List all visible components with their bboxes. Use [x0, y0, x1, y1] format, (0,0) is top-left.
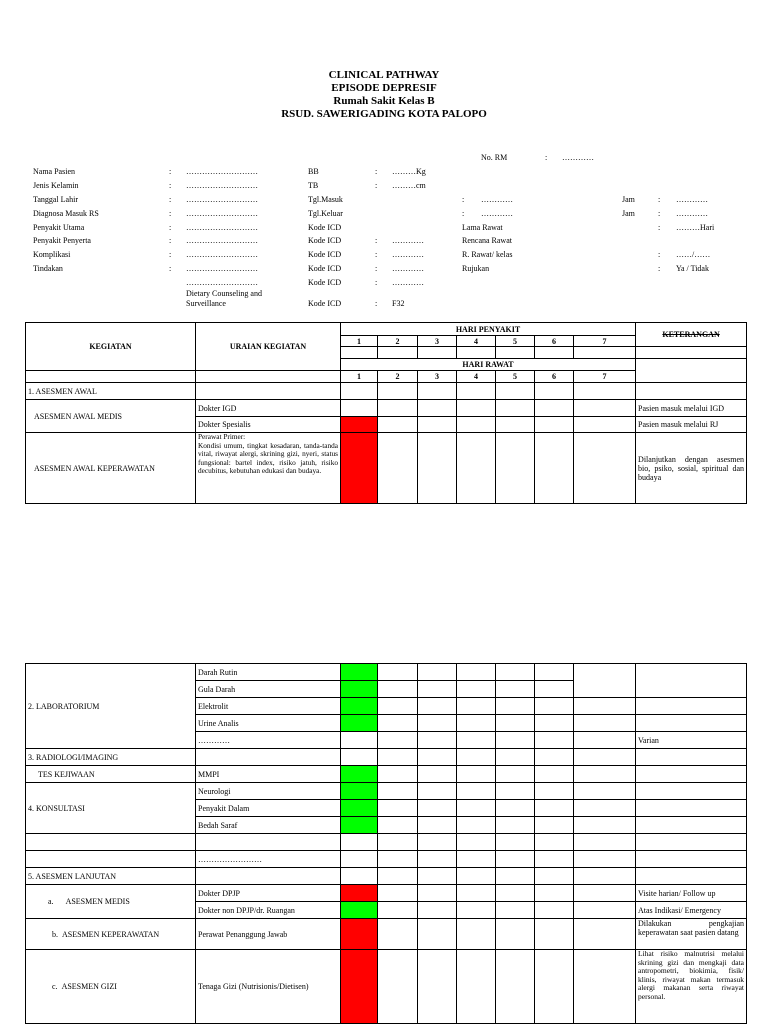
day-cell[interactable]: [457, 902, 496, 919]
colon: :: [658, 223, 661, 232]
header-kegiatan: KEGIATAN: [26, 323, 196, 371]
uraian-mmpi: MMPI: [196, 766, 341, 783]
colon: :: [169, 236, 172, 245]
day-cell[interactable]: [496, 681, 535, 698]
day-cell[interactable]: [496, 664, 535, 681]
day-cell[interactable]: [378, 400, 418, 417]
colon: :: [169, 167, 172, 176]
label-kode-icd: Kode ICD: [308, 264, 342, 273]
day-cell[interactable]: [418, 732, 457, 749]
uraian-dokter-spesialis: Dokter Spesialis: [196, 417, 341, 433]
day-cell[interactable]: [574, 783, 636, 800]
keterangan-indikasi: Atas Indikasi/ Emergency: [636, 902, 747, 919]
day-cell[interactable]: [574, 766, 636, 783]
day-cell[interactable]: [378, 715, 418, 732]
colon: :: [375, 278, 378, 287]
day-cell[interactable]: [535, 766, 574, 783]
day-cell[interactable]: [457, 817, 496, 834]
day-cell[interactable]: [418, 766, 457, 783]
cell: [457, 347, 496, 359]
cell: [378, 347, 418, 359]
label-lama-rawat: Lama Rawat: [462, 223, 503, 232]
keterangan-cell: [636, 800, 747, 817]
day-1: 1: [341, 336, 378, 347]
field-kode-icd[interactable]: …………: [392, 264, 424, 273]
day-cell[interactable]: [457, 732, 496, 749]
day-cell[interactable]: [574, 902, 636, 919]
day-cell[interactable]: [535, 715, 574, 732]
day-cell[interactable]: [535, 817, 574, 834]
keterangan-cell: [636, 715, 747, 732]
header-hari-penyakit: HARI PENYAKIT: [341, 323, 636, 336]
day-cell[interactable]: [496, 433, 535, 504]
label-rencana-rawat: Rencana Rawat: [462, 236, 512, 245]
day-cell[interactable]: [457, 783, 496, 800]
perawat-primer-label: Perawat Primer:: [198, 432, 246, 441]
label-diagnosa-masuk: Diagnosa Masuk RS: [33, 209, 99, 218]
field-jam-masuk[interactable]: …………: [676, 195, 708, 204]
day-cell[interactable]: [378, 681, 418, 698]
day-cell-marked-red[interactable]: [341, 433, 378, 504]
day-cell[interactable]: [457, 766, 496, 783]
day-cell[interactable]: [341, 400, 378, 417]
field-jenis-kelamin[interactable]: ………………………: [186, 181, 258, 190]
day-cell[interactable]: [457, 885, 496, 902]
label-kode-icd: Kode ICD: [308, 250, 342, 259]
day-cell-marked-green[interactable]: [341, 664, 378, 681]
pathway-table-2: [25, 663, 747, 1024]
day-cell[interactable]: [574, 919, 636, 950]
asesmen-medis: [26, 885, 196, 919]
label-jam: Jam: [622, 195, 635, 204]
cell: [496, 347, 535, 359]
day-cell[interactable]: [457, 433, 496, 504]
label-kode-icd: Kode ICD: [308, 299, 342, 308]
field-tb[interactable]: ………cm: [392, 181, 426, 190]
day-cell[interactable]: [535, 783, 574, 800]
keterangan-cell: [636, 766, 747, 783]
no-rm-label: No. RM: [481, 153, 508, 162]
section-asesmen-awal: 1. ASESMEN AWAL: [26, 383, 196, 400]
day-cell[interactable]: [496, 732, 535, 749]
keterangan-cell: [636, 664, 747, 698]
day-cell[interactable]: [418, 417, 457, 433]
label-penyakit-penyerta: Penyakit Penyerta: [33, 236, 91, 245]
day-cell-marked-green[interactable]: [341, 681, 378, 698]
label-kode-icd: Kode ICD: [308, 236, 342, 245]
label-tanggal-lahir: Tanggal Lahir: [33, 195, 78, 204]
uraian-darah-rutin: Darah Rutin: [196, 664, 341, 681]
keterangan-cell: [636, 783, 747, 800]
day-cell[interactable]: [418, 681, 457, 698]
colon: :: [169, 209, 172, 218]
item-letter-b: b.: [52, 929, 58, 939]
asesmen-medis-label: ASESMEN MEDIS: [65, 897, 130, 906]
day-cell[interactable]: [496, 783, 535, 800]
uraian-urine-analis: Urine Analis: [196, 715, 341, 732]
label-tindakan: Tindakan: [33, 264, 63, 273]
day-cell[interactable]: [496, 417, 535, 433]
uraian-lab-lainnya: …………: [196, 732, 341, 749]
day-cell[interactable]: [535, 400, 574, 417]
keterangan-keperawatan: Dilanjutkan dengan asesmen bio, psiko, sosial, spiritual dan budaya: [636, 433, 747, 504]
cell: [636, 359, 747, 383]
asesmen-keperawatan: [26, 919, 196, 950]
uraian-tenaga-gizi: Tenaga Gizi (Nutrisionis/Dietisen): [196, 950, 341, 1024]
day-cell[interactable]: [574, 732, 636, 749]
uraian-bedah-saraf: Bedah Saraf: [196, 817, 341, 834]
day-cell[interactable]: [535, 950, 574, 1024]
day-cell[interactable]: [496, 950, 535, 1024]
day-cell[interactable]: [418, 715, 457, 732]
cell: [26, 371, 196, 383]
colon: :: [169, 223, 172, 232]
day-cell[interactable]: [535, 417, 574, 433]
day-cell[interactable]: [496, 698, 535, 715]
day-cell[interactable]: [378, 433, 418, 504]
day-cell[interactable]: [535, 698, 574, 715]
cell: [535, 347, 574, 359]
label-komplikasi: Komplikasi: [33, 250, 71, 259]
day-cell[interactable]: [535, 902, 574, 919]
day-cell[interactable]: [418, 800, 457, 817]
uraian-dokter-dpjp: Dokter DPJP: [196, 885, 341, 902]
day-cell[interactable]: [535, 800, 574, 817]
colon: :: [658, 209, 661, 218]
day-cell[interactable]: [496, 817, 535, 834]
day-cell[interactable]: [535, 664, 574, 681]
day-2: 2: [378, 371, 418, 383]
field-komplikasi[interactable]: ………………………: [186, 250, 258, 259]
label-tb: TB: [308, 181, 319, 190]
uraian-dokter-non-dpjp: Dokter non DPJP/dr. Ruangan: [196, 902, 341, 919]
cell: [636, 347, 747, 359]
day-cell-marked-green[interactable]: [341, 766, 378, 783]
uraian-perawat-pj: Perawat Penanggung Jawab: [196, 919, 341, 950]
day-2: 2: [378, 336, 418, 347]
dietary-line-2: Surveillance: [186, 299, 226, 308]
colon: :: [375, 250, 378, 259]
colon: :: [375, 236, 378, 245]
day-cell[interactable]: [378, 885, 418, 902]
day-4: 4: [457, 371, 496, 383]
day-cell-marked-green[interactable]: [341, 698, 378, 715]
day-cell[interactable]: [535, 732, 574, 749]
uraian-konsultasi-lainnya: ……………………: [196, 851, 341, 868]
day-cell[interactable]: [574, 885, 636, 902]
day-cell[interactable]: [418, 783, 457, 800]
keterangan-cell: [636, 698, 747, 715]
colon: :: [169, 264, 172, 273]
title-episode: EPISODE DEPRESIF: [331, 82, 437, 94]
day-5: 5: [496, 371, 535, 383]
day-cell[interactable]: [496, 800, 535, 817]
day-cell[interactable]: [574, 664, 636, 698]
day-cell[interactable]: [378, 800, 418, 817]
field-rujukan[interactable]: Ya / Tidak: [676, 264, 709, 273]
field-tindakan[interactable]: ………………………: [186, 264, 258, 273]
day-cell[interactable]: [378, 919, 418, 950]
pathway-table-1: [25, 322, 747, 504]
field-penyakit-utama[interactable]: ………………………: [186, 223, 258, 232]
day-cell[interactable]: [496, 885, 535, 902]
perawat-primer-detail: Kondisi umum, tingkat kesadaran, tanda-tanda vital, riwayat alergi, skrining gizi, nyeri, status fungsional: bartel index, risiko jatuh, risiko decubitus, kebutuhan edukasi dan budaya.: [198, 440, 338, 475]
field-diagnosa-masuk[interactable]: ………………………: [186, 209, 258, 218]
day-cell[interactable]: [574, 950, 636, 1024]
label-jenis-kelamin: Jenis Kelamin: [33, 181, 79, 190]
keterangan-varian: Varian: [636, 732, 747, 749]
title-hospital-name: RSUD. SAWERIGADING KOTA PALOPO: [281, 108, 487, 120]
day-cell[interactable]: [418, 664, 457, 681]
label-penyakit-utama: Penyakit Utama: [33, 223, 85, 232]
day-6: 6: [535, 371, 574, 383]
uraian-neurologi: Neurologi: [196, 783, 341, 800]
day-cell[interactable]: [535, 433, 574, 504]
label-tgl-masuk: Tgl.Masuk: [308, 195, 343, 204]
item-letter-a: a.: [48, 897, 54, 906]
asesmen-awal-keperawatan: ASESMEN AWAL KEPERAWATAN: [26, 433, 196, 504]
day-cell-marked-green[interactable]: [341, 817, 378, 834]
field-tgl-masuk[interactable]: …………: [481, 195, 513, 204]
day-cell[interactable]: [457, 664, 496, 681]
colon: :: [169, 181, 172, 190]
day-7: 7: [574, 336, 636, 347]
keterangan-cell: [636, 817, 747, 834]
asesmen-keperawatan-label: ASESMEN KEPERAWATAN: [62, 929, 160, 939]
day-cell[interactable]: [496, 715, 535, 732]
day-cell[interactable]: [574, 417, 636, 433]
day-cell[interactable]: [574, 715, 636, 732]
day-cell[interactable]: [378, 664, 418, 681]
colon: :: [658, 195, 661, 204]
asesmen-gizi: [26, 950, 196, 1024]
colon: :: [375, 181, 378, 190]
cell: [196, 383, 341, 400]
label-nama-pasien: Nama Pasien: [33, 167, 75, 176]
day-cell[interactable]: [418, 433, 457, 504]
day-cell[interactable]: [378, 902, 418, 919]
section-radiologi: 3. RADIOLOGI/IMAGING: [26, 749, 196, 766]
cell: [341, 347, 378, 359]
day-cell[interactable]: [378, 732, 418, 749]
field-kode-icd[interactable]: …………: [392, 278, 424, 287]
colon: :: [169, 195, 172, 204]
section-konsultasi: 4. KONSULTASI: [26, 783, 196, 834]
day-cell[interactable]: [457, 400, 496, 417]
header-keterangan: KETERANGAN: [636, 323, 747, 347]
uraian-dokter-igd: Dokter IGD: [196, 400, 341, 417]
day-cell-marked-green[interactable]: [341, 715, 378, 732]
title-clinical-pathway: CLINICAL PATHWAY: [328, 69, 440, 81]
day-cell[interactable]: [378, 817, 418, 834]
day-cell[interactable]: [418, 885, 457, 902]
asesmen-awal-medis: ASESMEN AWAL MEDIS: [26, 400, 196, 433]
header-uraian-kegiatan: URAIAN KEGIATAN: [196, 323, 341, 371]
dietary-line-1: Dietary Counseling and: [186, 289, 262, 298]
day-cell[interactable]: [418, 919, 457, 950]
uraian-gula-darah: Gula Darah: [196, 681, 341, 698]
cell: [418, 347, 457, 359]
day-cell[interactable]: [457, 800, 496, 817]
day-cell-marked-red[interactable]: [341, 885, 378, 902]
colon: :: [169, 250, 172, 259]
day-cell[interactable]: [457, 698, 496, 715]
day-cell-marked-green[interactable]: [341, 902, 378, 919]
colon: :: [462, 209, 465, 218]
day-cell-marked-green[interactable]: [341, 800, 378, 817]
no-rm-value: …………: [562, 153, 594, 162]
label-kode-icd: Kode ICD: [308, 223, 342, 232]
field-lama-rawat[interactable]: ………Hari: [676, 223, 715, 232]
header-hari-rawat: HARI RAWAT: [341, 359, 636, 371]
day-3: 3: [418, 336, 457, 347]
keterangan-rj: Pasien masuk melalui RJ: [636, 417, 747, 433]
day-cell[interactable]: [574, 817, 636, 834]
field-tgl-keluar[interactable]: …………: [481, 209, 513, 218]
uraian-elektrolit: Elektrolit: [196, 698, 341, 715]
day-6: 6: [535, 336, 574, 347]
asesmen-gizi-label: ASESMEN GIZI: [61, 982, 117, 991]
label-ruang-rawat-kelas: R. Rawat/ kelas: [462, 250, 513, 259]
label-tgl-keluar: Tgl.Keluar: [308, 209, 343, 218]
cell: [196, 371, 341, 383]
colon: :: [375, 167, 378, 176]
day-cell[interactable]: [457, 417, 496, 433]
day-cell[interactable]: [496, 400, 535, 417]
day-cell-marked-red[interactable]: [341, 919, 378, 950]
keterangan-visite: Visite harian/ Follow up: [636, 885, 747, 902]
item-letter-c: c.: [52, 982, 58, 991]
day-cell-marked-red[interactable]: [341, 417, 378, 433]
day-cell[interactable]: [574, 800, 636, 817]
keterangan-keperawatan: Dilakukan pengkajian keperawatan saat pasien datang: [636, 919, 747, 950]
day-cell-marked-red[interactable]: [341, 950, 378, 1024]
day-4: 4: [457, 336, 496, 347]
day-cell[interactable]: [418, 698, 457, 715]
title-hospital-class: Rumah Sakit Kelas B: [333, 95, 435, 107]
label-kode-icd: Kode ICD: [308, 278, 342, 287]
keterangan-igd: Pasien masuk melalui IGD: [636, 400, 747, 417]
day-cell[interactable]: [418, 950, 457, 1024]
day-cell[interactable]: [496, 919, 535, 950]
colon: :: [658, 250, 661, 259]
field-nama-pasien[interactable]: ………………………: [186, 167, 258, 176]
day-cell[interactable]: [378, 766, 418, 783]
tes-kejiwaan: TES KEJIWAAN: [26, 766, 196, 783]
day-cell[interactable]: [574, 433, 636, 504]
day-cell[interactable]: [535, 919, 574, 950]
colon: :: [375, 264, 378, 273]
day-cell-marked-green[interactable]: [341, 783, 378, 800]
section-asesmen-lanjutan: 5. ASESMEN LANJUTAN: [26, 868, 196, 885]
day-cell[interactable]: [418, 902, 457, 919]
day-3: 3: [418, 371, 457, 383]
field-kode-icd[interactable]: …………: [392, 250, 424, 259]
field-bb[interactable]: ………Kg: [392, 167, 426, 176]
day-cell[interactable]: [496, 902, 535, 919]
field-kode-icd[interactable]: …………: [392, 236, 424, 245]
cell: [574, 347, 636, 359]
day-cell[interactable]: [496, 766, 535, 783]
field-kode-icd-f32: F32: [392, 299, 405, 308]
label-bb: BB: [308, 167, 319, 176]
day-cell[interactable]: [535, 681, 574, 698]
field-tanggal-lahir[interactable]: ………………………: [186, 195, 258, 204]
day-cell[interactable]: [457, 681, 496, 698]
day-cell[interactable]: [574, 698, 636, 715]
day-cell[interactable]: [418, 400, 457, 417]
field-penyakit-penyerta[interactable]: ………………………: [186, 236, 258, 245]
day-cell[interactable]: [378, 950, 418, 1024]
colon: :: [375, 299, 378, 308]
label-jam: Jam: [622, 209, 635, 218]
day-cell[interactable]: [341, 732, 378, 749]
day-cell[interactable]: [378, 698, 418, 715]
day-1: 1: [341, 371, 378, 383]
day-cell[interactable]: [457, 919, 496, 950]
colon: :: [545, 153, 548, 162]
field-tindakan-extra[interactable]: ………………………: [186, 278, 258, 287]
field-ruang-rawat-kelas[interactable]: ……/……: [676, 250, 711, 259]
day-cell[interactable]: [457, 715, 496, 732]
day-cell[interactable]: [457, 950, 496, 1024]
day-7: 7: [574, 371, 636, 383]
section-laboratorium: 2. LABORATORIUM: [26, 664, 196, 749]
field-jam-keluar[interactable]: …………: [676, 209, 708, 218]
day-5: 5: [496, 336, 535, 347]
keterangan-gizi: Lihat risiko malnutrisi melalui skrining gizi dan mengkaji data antropometri, biokimia, fisik/ klinis, riwayat makan termasuk alergi makanan serta riwayat personal.: [636, 950, 747, 1024]
uraian-penyakit-dalam: Penyakit Dalam: [196, 800, 341, 817]
day-cell[interactable]: [378, 417, 418, 433]
colon: :: [658, 264, 661, 273]
colon: :: [462, 195, 465, 204]
day-cell[interactable]: [418, 817, 457, 834]
day-cell[interactable]: [535, 885, 574, 902]
day-cell[interactable]: [378, 783, 418, 800]
label-rujukan: Rujukan: [462, 264, 490, 273]
day-cell[interactable]: [574, 400, 636, 417]
uraian-perawat-primer: [196, 433, 341, 504]
